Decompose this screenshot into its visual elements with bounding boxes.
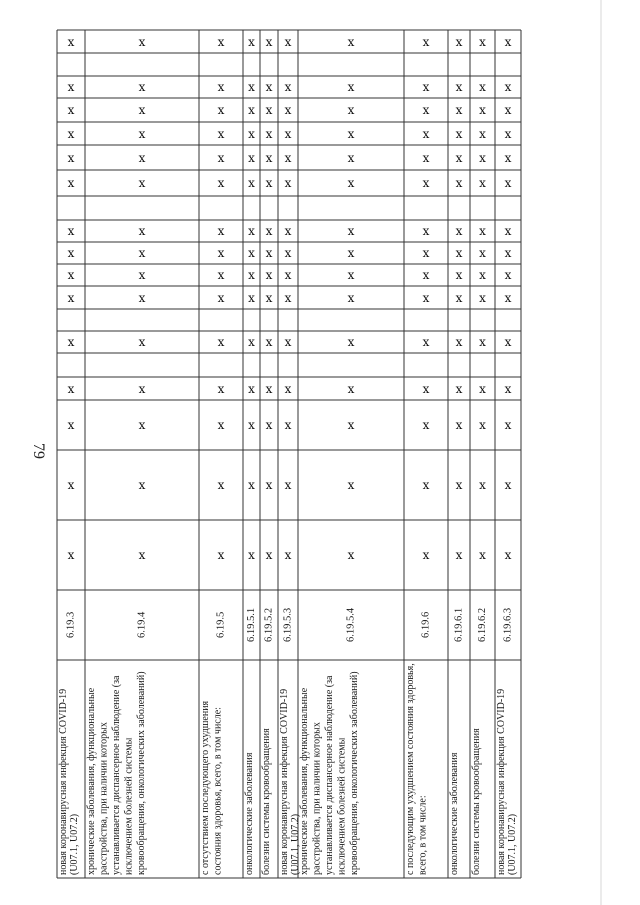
cell-mark-x: х: [67, 34, 75, 49]
cell-mark-x: х: [422, 126, 430, 141]
cell-mark-x: х: [217, 246, 225, 260]
row-label: болезни системы кровообращения: [471, 728, 482, 875]
cell-mark-x: х: [217, 478, 225, 492]
cell-mark-x: х: [217, 335, 225, 349]
cell-mark-x: х: [479, 268, 486, 282]
cell-mark-x: х: [248, 548, 255, 562]
cell-mark-x: х: [217, 268, 225, 282]
row-code: 6.19.6: [420, 611, 432, 639]
cell-mark-x: х: [284, 103, 292, 117]
cell-mark-x: х: [138, 176, 146, 190]
cell-mark-x: х: [504, 478, 512, 492]
cell-mark-x: х: [422, 80, 430, 94]
cell-mark-x: х: [265, 335, 273, 349]
row-label: онкологические заболевания: [449, 752, 460, 875]
cell-mark-x: х: [67, 176, 75, 190]
cell-mark-x: х: [504, 418, 512, 432]
cell-mark-x: х: [248, 80, 255, 94]
row-code: 6.19.4: [136, 611, 148, 639]
cell-mark-x: х: [248, 246, 255, 260]
cell-mark-x: х: [347, 224, 355, 238]
cell-mark-x: х: [504, 268, 512, 282]
cell-mark-x: х: [284, 34, 292, 49]
cell-mark-x: х: [138, 126, 146, 141]
cell-mark-x: х: [422, 268, 430, 282]
cell-mark-x: х: [479, 335, 486, 349]
cell-mark-x: х: [265, 246, 273, 260]
cell-mark-x: х: [479, 126, 486, 141]
cell-mark-x: х: [347, 126, 355, 141]
cell-mark-x: х: [347, 548, 355, 562]
cell-mark-x: х: [347, 478, 355, 492]
cell-mark-x: х: [265, 176, 273, 190]
row-code: 6.19.5.2: [263, 607, 275, 643]
cell-mark-x: х: [422, 290, 430, 305]
cell-mark-x: х: [347, 335, 355, 349]
cell-mark-x: х: [284, 246, 292, 260]
cell-mark-x: х: [284, 80, 292, 94]
cell-mark-x: х: [248, 418, 255, 432]
row-code: 6.19.5.1: [246, 607, 257, 643]
cell-mark-x: х: [479, 548, 486, 562]
cell-mark-x: х: [347, 381, 355, 396]
cell-mark-x: х: [479, 290, 486, 305]
cell-mark-x: х: [67, 478, 75, 492]
cell-mark-x: х: [504, 126, 512, 141]
cell-mark-x: х: [347, 290, 355, 305]
cell-mark-x: х: [265, 126, 273, 141]
cell-mark-x: х: [284, 381, 292, 396]
cell-mark-x: х: [347, 103, 355, 117]
cell-mark-x: х: [504, 335, 512, 349]
cell-mark-x: х: [422, 548, 430, 562]
cell-mark-x: х: [504, 290, 512, 305]
cell-mark-x: х: [504, 176, 512, 190]
row-label: с отсутствием последующего ухудшения состояния здоровья, всего, в том числе:: [200, 700, 224, 875]
cell-mark-x: х: [455, 381, 463, 396]
cell-mark-x: х: [248, 478, 255, 492]
cell-mark-x: х: [217, 548, 225, 562]
cell-mark-x: х: [217, 224, 225, 238]
cell-mark-x: х: [67, 224, 75, 238]
cell-mark-x: х: [284, 290, 292, 305]
cell-mark-x: х: [504, 224, 512, 238]
cell-mark-x: х: [217, 150, 225, 165]
cell-mark-x: х: [504, 150, 512, 165]
cell-mark-x: х: [138, 335, 146, 349]
cell-mark-x: х: [138, 478, 146, 492]
row-code: 6.19.6.3: [502, 607, 514, 643]
row-label: новая коронавирусная инфекция COVID-19 (U07.1, U07.2): [496, 688, 518, 875]
cell-mark-x: х: [138, 381, 146, 396]
cell-mark-x: х: [455, 34, 463, 49]
cell-mark-x: х: [422, 34, 430, 49]
cell-mark-x: х: [67, 80, 75, 94]
cell-mark-x: х: [265, 381, 273, 396]
cell-mark-x: х: [479, 478, 486, 492]
cell-mark-x: х: [284, 150, 292, 165]
cell-mark-x: х: [265, 150, 273, 165]
cell-mark-x: х: [138, 224, 146, 238]
cell-mark-x: х: [284, 478, 292, 492]
cell-mark-x: х: [138, 150, 146, 165]
cell-mark-x: х: [248, 268, 255, 282]
cell-mark-x: х: [455, 268, 463, 282]
cell-mark-x: х: [422, 381, 430, 396]
cell-mark-x: х: [248, 126, 255, 141]
row-code: 6.19.3: [65, 611, 77, 639]
cell-mark-x: х: [455, 103, 463, 117]
cell-mark-x: х: [248, 224, 255, 238]
row-label: новая коронавирусная инфекция COVID-19 (U07.1, U07.2): [279, 688, 301, 875]
row-label: онкологические заболевания: [244, 752, 255, 875]
cell-mark-x: х: [67, 290, 75, 305]
page-number-text: 79: [30, 443, 47, 459]
cell-mark-x: х: [347, 34, 355, 49]
cell-mark-x: х: [455, 246, 463, 260]
row-label: новая коронавирусная инфекция COVID-19 (U07.1, U07.2): [58, 688, 80, 875]
cell-mark-x: х: [217, 381, 225, 396]
cell-mark-x: х: [67, 548, 75, 562]
cell-mark-x: х: [347, 80, 355, 94]
row-code: 6.19.6.2: [477, 607, 488, 643]
cell-mark-x: х: [248, 381, 255, 396]
cell-mark-x: х: [67, 335, 75, 349]
cell-mark-x: х: [347, 246, 355, 260]
row-label: хронические заболевания, функциональные расстройства, при наличии которых устанавливается диспансерное наблюдение (за исключением болезней системы кровообращения, онкологических заболеваний): [299, 671, 360, 875]
row-label: с последующим ухудшением состояния здоровья, всего, в том числе:: [405, 663, 429, 875]
cell-mark-x: х: [455, 290, 463, 305]
cell-mark-x: х: [67, 126, 75, 141]
cell-mark-x: х: [504, 34, 512, 49]
cell-mark-x: х: [479, 224, 486, 238]
cell-mark-x: х: [504, 80, 512, 94]
cell-mark-x: х: [265, 418, 273, 432]
cell-mark-x: х: [422, 246, 430, 260]
cell-mark-x: х: [265, 224, 273, 238]
cell-mark-x: х: [284, 268, 292, 282]
cell-mark-x: х: [479, 381, 486, 396]
cell-mark-x: х: [265, 478, 273, 492]
cell-mark-x: х: [422, 176, 430, 190]
cell-mark-x: х: [504, 103, 512, 117]
cell-mark-x: х: [422, 418, 430, 432]
cell-mark-x: х: [455, 335, 463, 349]
cell-mark-x: х: [67, 150, 75, 165]
row-code: 6.19.5.3: [282, 607, 294, 643]
cell-mark-x: х: [479, 176, 486, 190]
cell-mark-x: х: [248, 150, 255, 165]
cell-mark-x: х: [265, 34, 273, 49]
cell-mark-x: х: [217, 103, 225, 117]
cell-mark-x: х: [67, 246, 75, 260]
cell-mark-x: х: [455, 478, 463, 492]
row-code: 6.19.5.4: [345, 607, 357, 643]
cell-mark-x: х: [284, 224, 292, 238]
cell-mark-x: х: [138, 548, 146, 562]
cell-mark-x: х: [422, 478, 430, 492]
cell-mark-x: х: [455, 80, 463, 94]
cell-mark-x: х: [217, 418, 225, 432]
cell-mark-x: х: [138, 103, 146, 117]
cell-mark-x: х: [284, 335, 292, 349]
cell-mark-x: х: [67, 268, 75, 282]
row-label: болезни системы кровообращения: [261, 728, 272, 875]
cell-mark-x: х: [248, 176, 255, 190]
cell-mark-x: х: [248, 34, 255, 49]
cell-mark-x: х: [67, 381, 75, 396]
cell-mark-x: х: [217, 126, 225, 141]
row-code: 6.19.5: [215, 611, 227, 639]
cell-mark-x: х: [67, 103, 75, 117]
scan-edge: [600, 0, 602, 905]
cell-mark-x: х: [422, 150, 430, 165]
cell-mark-x: х: [217, 176, 225, 190]
row-label: хронические заболевания, функциональные расстройства, при наличии которых устанавливается диспансерное наблюдение (за исключением болезней системы кровообращения, онкологических заболеваний): [86, 671, 147, 875]
cell-mark-x: х: [347, 418, 355, 432]
cell-mark-x: х: [422, 224, 430, 238]
cell-mark-x: х: [265, 290, 273, 305]
row-code: 6.19.6.1: [453, 607, 465, 643]
cell-mark-x: х: [504, 246, 512, 260]
cell-mark-x: х: [479, 103, 486, 117]
cell-mark-x: х: [138, 34, 146, 49]
cell-mark-x: х: [422, 335, 430, 349]
cell-mark-x: х: [347, 176, 355, 190]
cell-mark-x: х: [138, 290, 146, 305]
cell-mark-x: х: [265, 548, 273, 562]
cell-mark-x: х: [455, 126, 463, 141]
cell-mark-x: х: [138, 80, 146, 94]
cell-mark-x: х: [479, 418, 486, 432]
cell-mark-x: х: [455, 548, 463, 562]
cell-mark-x: х: [67, 418, 75, 432]
cell-mark-x: х: [479, 80, 486, 94]
cell-mark-x: х: [265, 80, 273, 94]
cell-mark-x: х: [347, 268, 355, 282]
cell-mark-x: х: [248, 290, 255, 305]
cell-mark-x: х: [479, 34, 486, 49]
cell-mark-x: х: [455, 224, 463, 238]
cell-mark-x: х: [284, 418, 292, 432]
cell-mark-x: х: [217, 80, 225, 94]
cell-mark-x: х: [479, 246, 486, 260]
cell-mark-x: х: [284, 176, 292, 190]
cell-mark-x: х: [217, 34, 225, 49]
cell-mark-x: х: [284, 126, 292, 141]
cell-mark-x: х: [138, 268, 146, 282]
cell-mark-x: х: [265, 268, 273, 282]
cell-mark-x: х: [138, 246, 146, 260]
cell-mark-x: х: [284, 548, 292, 562]
cell-mark-x: х: [138, 418, 146, 432]
cell-mark-x: х: [248, 335, 255, 349]
cell-mark-x: х: [455, 176, 463, 190]
cell-mark-x: х: [479, 150, 486, 165]
cell-mark-x: х: [217, 290, 225, 305]
cell-mark-x: х: [455, 150, 463, 165]
cell-mark-x: х: [347, 150, 355, 165]
cell-mark-x: х: [455, 418, 463, 432]
cell-mark-x: х: [504, 381, 512, 396]
cell-mark-x: х: [265, 103, 273, 117]
cell-mark-x: х: [248, 103, 255, 117]
cell-mark-x: х: [422, 103, 430, 117]
cell-mark-x: х: [504, 548, 512, 562]
